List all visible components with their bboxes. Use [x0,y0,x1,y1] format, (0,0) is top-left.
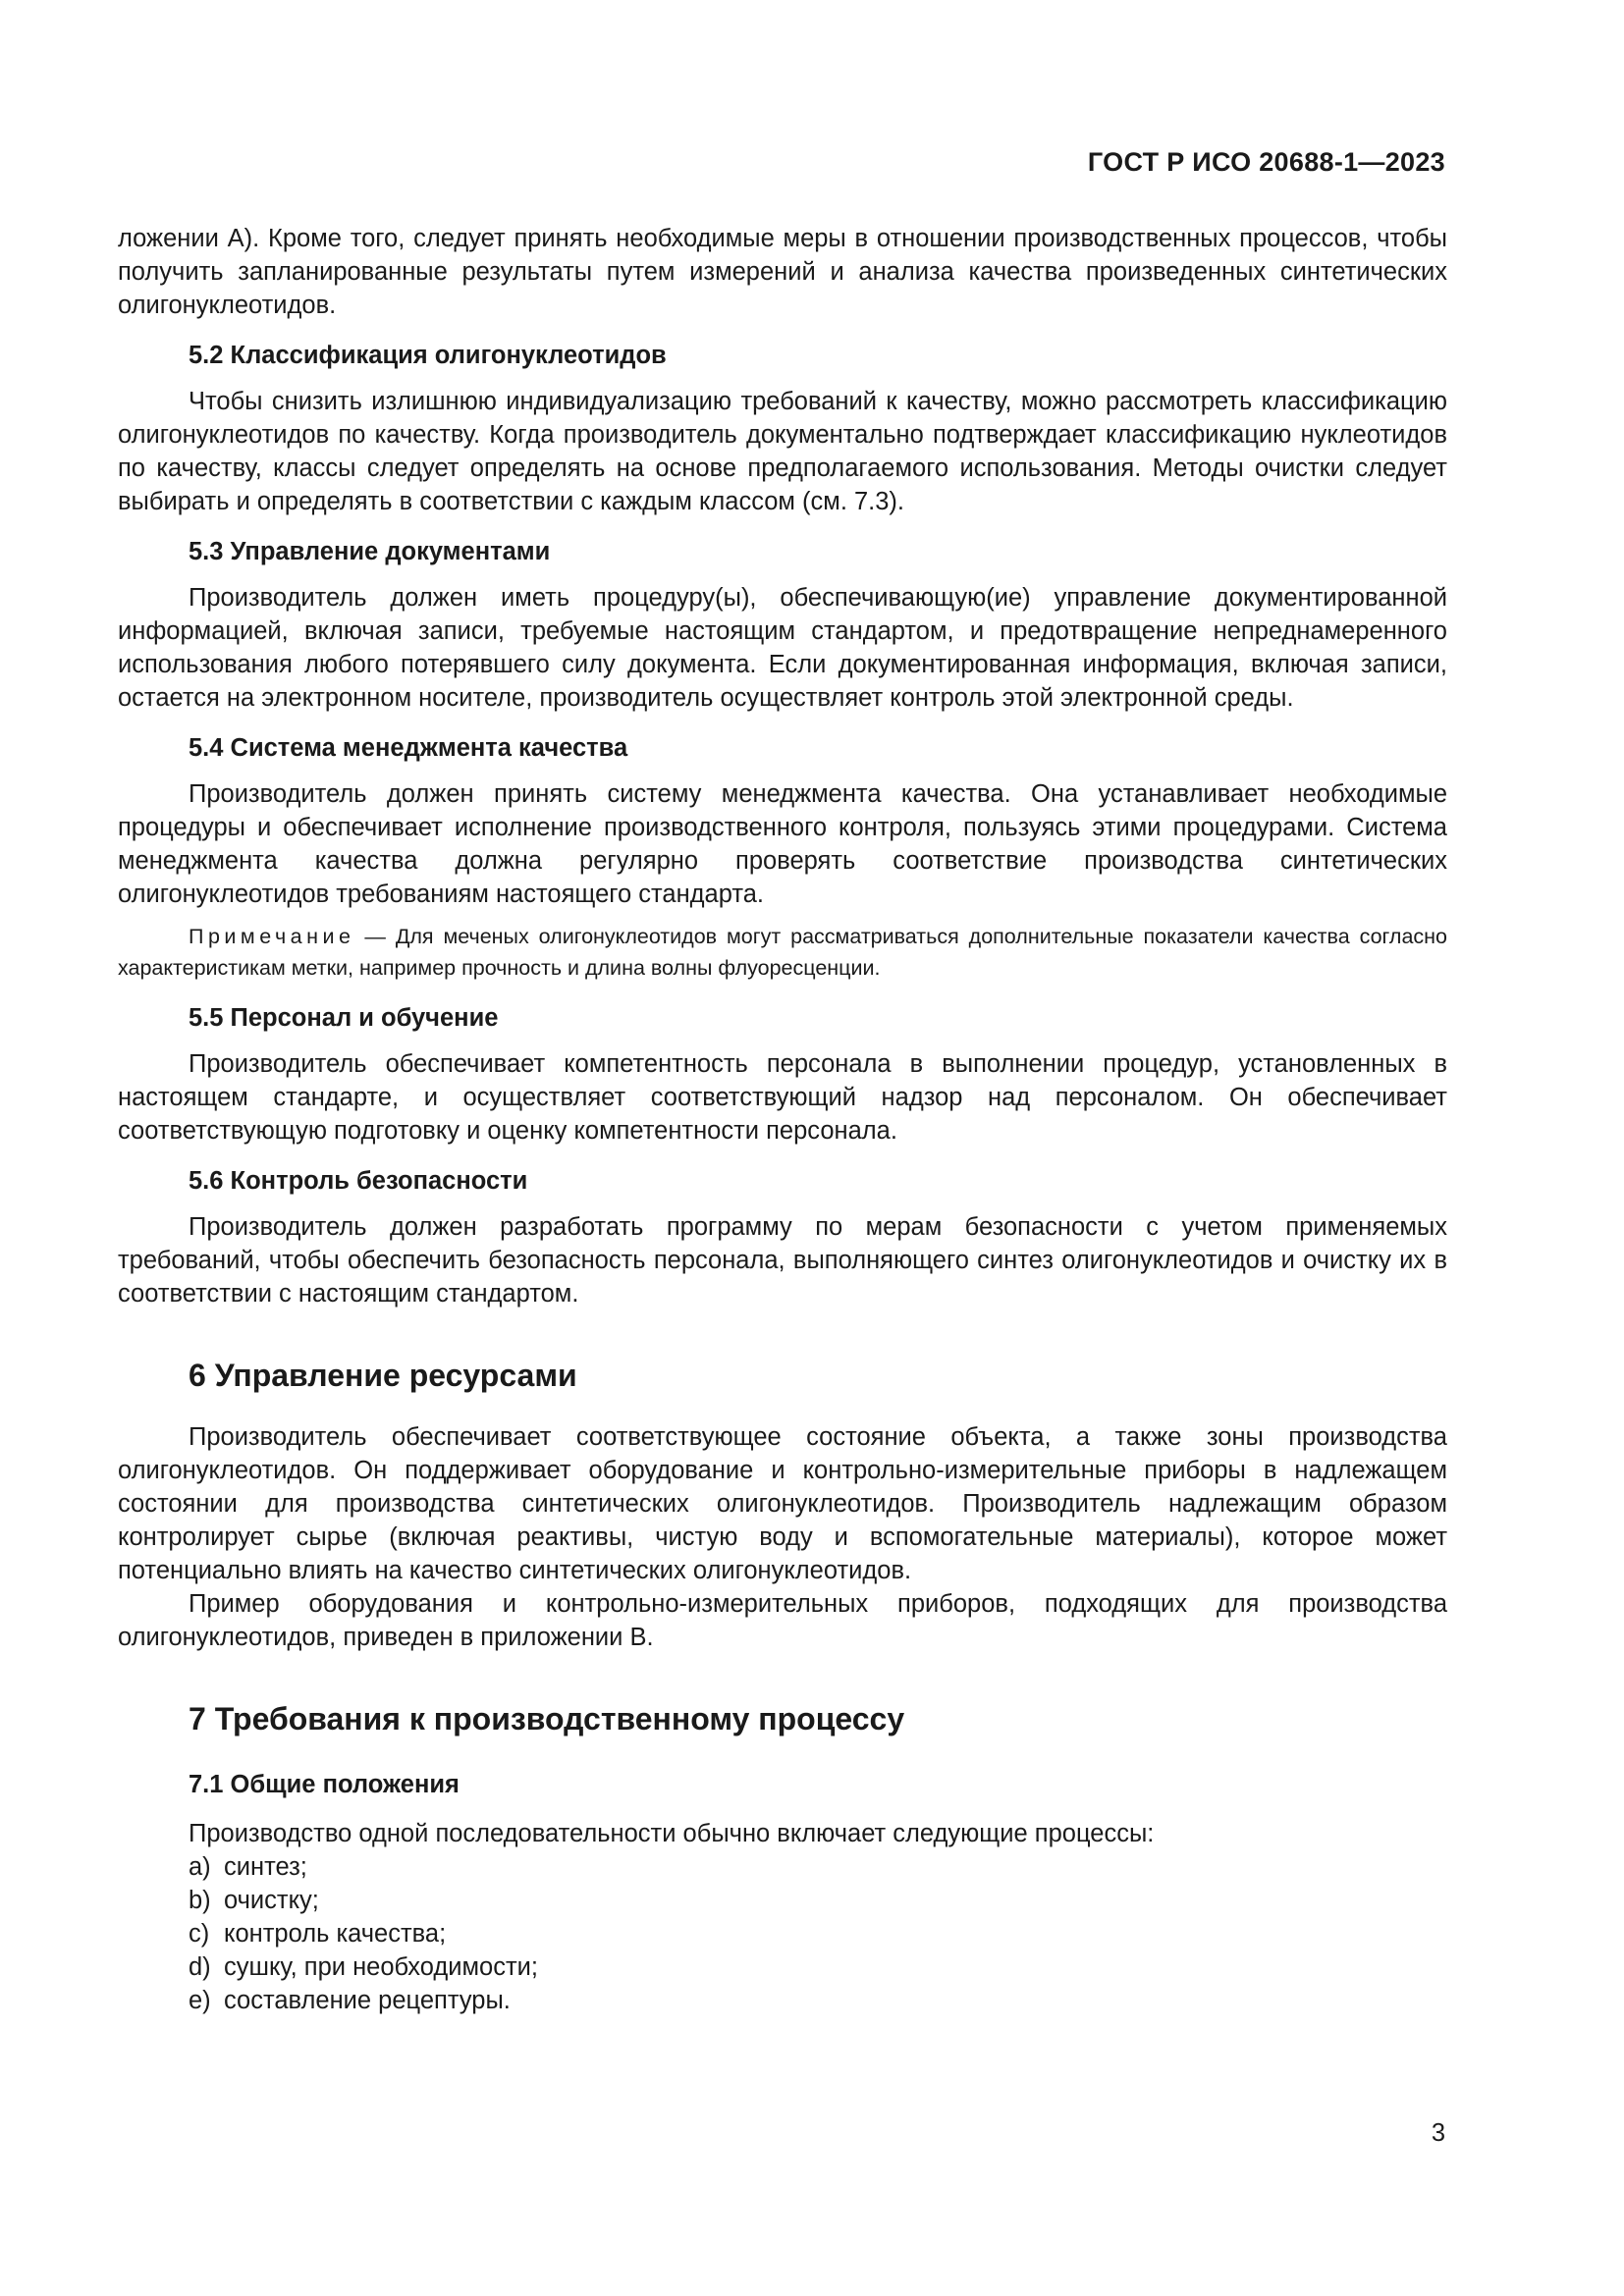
intro-paragraph: ложении А). Кроме того, следует принять необходимые меры в отношении производственных процессов, чтобы получить запланированные результаты путем измерений и анализа качества произведенных синтетических олигонуклеотидов. [118,225,1447,319]
list-text: синтез; [224,1853,307,1881]
page-number: 3 [1431,2119,1445,2147]
section-5-5-heading: 5.5 Персонал и обучение [189,1004,499,1032]
document-body [118,222,1447,2017]
document-header: ГОСТ Р ИСО 20688-1—2023 [1087,147,1445,177]
list-text: сушку, при необходимости; [224,1953,538,1981]
section-5-2-heading: 5.2 Классификация олигонуклеотидов [189,342,667,369]
section-5-6-paragraph: Производитель должен разработать программу по мерам безопасности с учетом применяемых требований, чтобы обеспечить безопасность персонала, выполняющего синтез олигонуклеотидов и очистку их в соответствии с настоящим стандартом. [118,1213,1447,1308]
list-text: очистку; [224,1887,319,1914]
list-item [189,1984,1447,2017]
section-5-4-heading: 5.4 Система менеджмента качества [189,734,628,762]
list-item [189,1950,1447,1984]
list-item [189,1884,1447,1917]
list-marker: d) [189,1953,211,1981]
list-item [189,1850,1447,1884]
section-6-heading: 6 Управление ресурсами [189,1358,577,1393]
list-item [189,1917,1447,1950]
list-marker: e) [189,1987,211,2014]
list-marker: c) [189,1920,210,1948]
list-text: составление рецептуры. [224,1987,511,2014]
section-7-1-intro: Производство одной последовательности обычно включает следующие процессы: [189,1820,1155,1847]
process-list [118,1850,1447,2017]
section-7-1-heading: 7.1 Общие положения [189,1771,460,1798]
section-5-6-heading: 5.6 Контроль безопасности [189,1167,528,1195]
section-5-5-paragraph: Производитель обеспечивает компетентность персонала в выполнении процедур, установленных в настоящем стандарте, и осуществляет соответствующий надзор над персоналом. Он обеспечивает соответствующую подготовку и оценку компетентности персонала. [118,1050,1447,1145]
note-text: — Для меченых олигонуклеотидов могут рассматриваться дополнительные показатели качества согласно характеристикам метки, например прочность и длина волны флуоресценции. [118,925,1447,980]
section-6-paragraph-2: Пример оборудования и контрольно-измерительных приборов, подходящих для производства олигонуклеотидов, приведен в приложении В. [118,1590,1447,1651]
section-5-2-paragraph: Чтобы снизить излишнюю индивидуализацию требований к качеству, можно рассмотреть классификацию олигонуклеотидов по качеству. Когда производитель документально подтверждает классификацию нуклеотидов по качеству, классы следует определять на основе предполагаемого использования. Методы очистки следует выбирать и определять в соответствии с каждым классом (см. 7.3). [118,388,1447,515]
list-marker: a) [189,1853,211,1881]
note-label: Примечание [189,925,355,948]
section-7-heading: 7 Требования к производственному процессу [189,1701,905,1736]
section-5-4-paragraph: Производитель должен принять систему менеджмента качества. Она устанавливает необходимые процедуры и обеспечивает исполнение производственного контроля, пользуясь этими процедурами. Система менеджмента качества должна регулярно проверять соответствие производства синтетических олигонуклеотидов требованиям настоящего стандарта. [118,780,1447,908]
section-5-4-note [118,921,1447,984]
section-6-paragraph-1: Производитель обеспечивает соответствующее состояние объекта, а также зоны производства олигонуклеотидов. Он поддерживает оборудование и контрольно-измерительные приборы в надлежащем состоянии для производства синтетических олигонуклеотидов. Производитель надлежащим образом контролирует сырье (включая реактивы, чистую воду и вспомогательные материалы), которое может потенциально влиять на качество синтетических олигонуклеотидов. [118,1423,1447,1584]
list-marker: b) [189,1887,211,1914]
section-5-3-heading: 5.3 Управление документами [189,538,551,565]
list-text: контроль качества; [224,1920,447,1948]
section-5-3-paragraph: Производитель должен иметь процедуру(ы), обеспечивающую(ие) управление документированной информацией, включая записи, требуемые настоящим стандартом, и предотвращение непреднамеренного использования любого потерявшего силу документа. Если документированная информация, включая записи, остается на электронном носителе, производитель осуществляет контроль этой электронной среды. [118,584,1447,712]
